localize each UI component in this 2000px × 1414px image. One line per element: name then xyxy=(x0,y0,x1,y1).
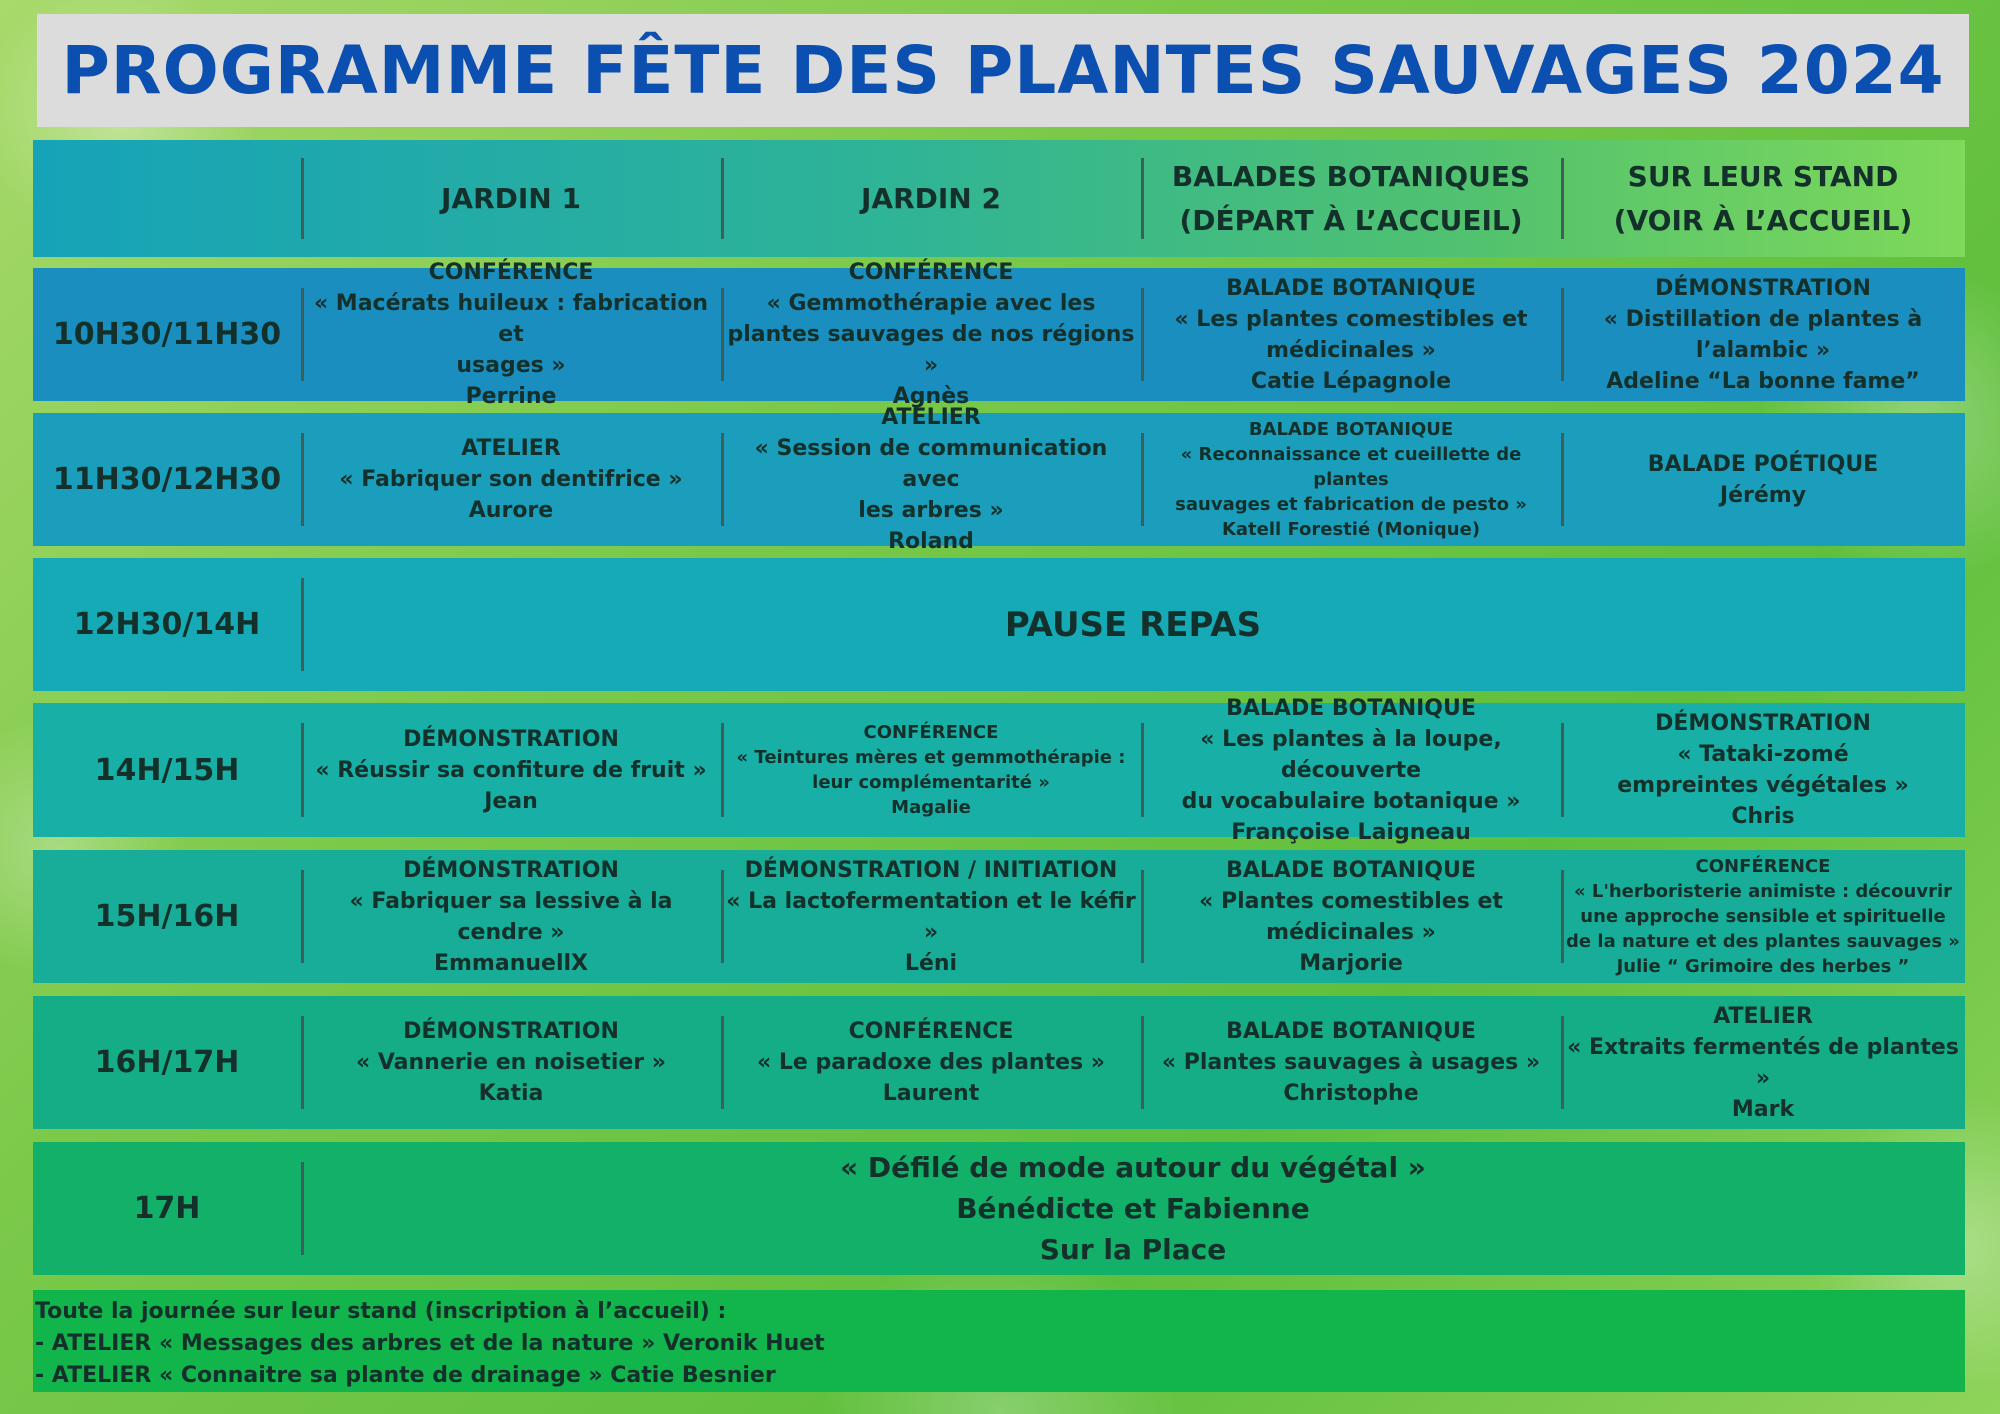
activity-host: Chris xyxy=(1731,804,1795,829)
lunch-break xyxy=(301,558,1965,691)
all-day-heading: Toute la journée sur leur stand (inscription à l’accueil) : xyxy=(35,1299,727,1324)
activity-stand xyxy=(1561,268,1965,401)
activity-host: Jean xyxy=(484,788,538,814)
activity-balade xyxy=(1141,695,1561,845)
activity-host: Magalie xyxy=(891,797,971,818)
activity-stand xyxy=(1561,850,1965,983)
schedule-row xyxy=(33,405,1965,554)
title-banner xyxy=(37,14,1969,127)
activity-host: Christophe xyxy=(1283,1081,1419,1106)
activity-title: « La lactofermentation et le kéfir » xyxy=(726,888,1136,945)
schedule-row xyxy=(33,260,1965,409)
time-slot: 15H/16H xyxy=(94,899,240,934)
time-slot: 11H30/12H30 xyxy=(52,462,282,497)
activity-host: Perrine xyxy=(465,384,557,409)
activity-balade xyxy=(1141,996,1561,1129)
all-day-note xyxy=(33,1290,1965,1392)
activity-title: « Distillation de plantes à xyxy=(1603,306,1923,332)
activity-title: « Vannerie en noisetier » xyxy=(355,1050,667,1075)
activity-type: DÉMONSTRATION xyxy=(403,857,619,883)
activity-title: « Extraits fermentés de plantes » xyxy=(1567,1034,1959,1091)
activity-host: Roland xyxy=(888,529,974,554)
activity-title: médicinales » xyxy=(1266,337,1436,363)
activity-title: du vocabulaire botanique » xyxy=(1181,788,1521,814)
activity-balade xyxy=(1141,413,1561,546)
activity-title: leur complémentarité » xyxy=(812,772,1050,793)
activity-type: BALADE POÉTIQUE xyxy=(1647,451,1879,477)
time-slot: 16H/17H xyxy=(94,1045,240,1080)
activity-type: DÉMONSTRATION xyxy=(403,726,619,752)
lunch-break-label: PAUSE REPAS xyxy=(1004,604,1262,645)
schedule-row xyxy=(33,695,1965,845)
activity-type: CONFÉRENCE xyxy=(428,260,594,285)
activity-title: « Fabriquer sa lessive à la cendre » xyxy=(349,888,673,945)
activity-balade xyxy=(1141,850,1561,983)
header-row xyxy=(33,140,1965,257)
schedule-row-pause xyxy=(33,558,1965,691)
header-balades xyxy=(1141,140,1561,257)
activity-jardin-2 xyxy=(721,850,1141,983)
header-time-cell xyxy=(33,140,301,257)
activity-host: Agnès xyxy=(892,384,970,409)
activity-type: DÉMONSTRATION / INITIATION xyxy=(744,857,1118,883)
header-stand-line: (VOIR À L’ACCUEIL) xyxy=(1613,203,1913,237)
activity-title: « Reconnaissance et cueillette de plantes xyxy=(1180,444,1522,490)
header-balades-line: BALADES BOTANIQUES xyxy=(1171,159,1531,193)
activity-title: « Les plantes à la loupe, découverte xyxy=(1200,726,1502,783)
header-jardin-1: JARDIN 1 xyxy=(301,140,721,257)
activity-host: Françoise Laigneau xyxy=(1231,819,1471,845)
all-day-item: - ATELIER « Connaitre sa plante de drainage » Catie Besnier xyxy=(35,1363,776,1388)
activity-type: BALADE BOTANIQUE xyxy=(1226,1019,1476,1044)
header-jardin-2: JARDIN 2 xyxy=(721,140,1141,257)
activity-host: Katell Forestié (Monique) xyxy=(1221,519,1481,540)
activity-type: DÉMONSTRATION xyxy=(1655,711,1871,736)
activity-title: « Les plantes comestibles et xyxy=(1174,306,1528,332)
activity-type: BALADE BOTANIQUE xyxy=(1226,857,1476,883)
activity-type: ATELIER xyxy=(1713,1003,1813,1029)
activity-stand xyxy=(1561,996,1965,1129)
activity-host: Jérémy xyxy=(1719,482,1807,508)
activity-type: CONFÉRENCE xyxy=(1695,856,1831,877)
all-day-item: - ATELIER « Messages des arbres et de la nature » Veronik Huet xyxy=(35,1331,825,1356)
activity-title: de la nature et des plantes sauvages » xyxy=(1566,931,1960,952)
activity-host: Katia xyxy=(478,1081,544,1106)
activity-title: « Le paradoxe des plantes » xyxy=(756,1050,1105,1075)
activity-jardin-1 xyxy=(301,850,721,983)
activity-jardin-1 xyxy=(301,413,721,546)
activity-title: une approche sensible et spirituelle xyxy=(1580,906,1946,927)
activity-host: Laurent xyxy=(882,1081,980,1106)
activity-title: « Macérats huileux : fabrication et xyxy=(313,291,709,347)
activity-type: CONFÉRENCE xyxy=(848,1019,1014,1044)
activity-title: sauvages et fabrication de pesto » xyxy=(1175,494,1527,515)
time-slot: 14H/15H xyxy=(94,752,240,788)
activity-type: DÉMONSTRATION xyxy=(1655,275,1871,301)
header-balades-line: (DÉPART À L’ACCUEIL) xyxy=(1179,203,1523,237)
activity-jardin-2 xyxy=(721,405,1141,554)
activity-host: Julie “ Grimoire des herbes ” xyxy=(1616,956,1910,977)
finale-location: Sur la Place xyxy=(1039,1233,1227,1266)
activity-title: empreintes végétales » xyxy=(1617,773,1909,798)
time-slot: 12H30/14H xyxy=(73,607,261,642)
activity-host: Aurore xyxy=(468,498,554,523)
activity-type: CONFÉRENCE xyxy=(848,260,1014,285)
activity-host: Adeline “La bonne fame” xyxy=(1606,368,1920,394)
activity-title: plantes sauvages de nos régions » xyxy=(727,322,1135,378)
activity-title: l’alambic » xyxy=(1695,337,1831,363)
activity-host: Catie Lépagnole xyxy=(1250,368,1452,394)
activity-type: ATELIER xyxy=(461,436,561,461)
activity-host: Léni xyxy=(904,950,958,976)
activity-jardin-2 xyxy=(721,703,1141,837)
activity-title: « Session de communication avec xyxy=(754,436,1108,492)
activity-type: DÉMONSTRATION xyxy=(403,1019,619,1044)
activity-title: « Fabriquer son dentifrice » xyxy=(339,467,683,492)
activity-title: « Gemmothérapie avec les xyxy=(766,291,1096,316)
activity-jardin-1 xyxy=(301,260,721,409)
activity-title: « Plantes sauvages à usages » xyxy=(1161,1050,1541,1075)
schedule-row xyxy=(33,996,1965,1129)
activity-type: BALADE BOTANIQUE xyxy=(1248,419,1454,440)
activity-balade xyxy=(1141,268,1561,401)
activity-title: « Tataki-zomé xyxy=(1677,742,1849,767)
activity-title: « Réussir sa confiture de fruit » xyxy=(315,757,707,783)
schedule-row xyxy=(33,850,1965,983)
activity-jardin-2 xyxy=(721,260,1141,409)
activity-stand xyxy=(1561,703,1965,837)
schedule-row-finale xyxy=(33,1142,1965,1275)
activity-host: EmmanuellX xyxy=(433,950,588,976)
header-stand xyxy=(1561,140,1965,257)
finale-hosts: Bénédicte et Fabienne xyxy=(956,1192,1310,1225)
time-slot: 10H30/11H30 xyxy=(52,317,282,352)
activity-type: CONFÉRENCE xyxy=(863,722,999,743)
activity-title: « Teintures mères et gemmothérapie : xyxy=(736,747,1126,768)
activity-title: « Plantes comestibles et xyxy=(1199,888,1503,914)
activity-title: « L'herboristerie animiste : découvrir xyxy=(1573,881,1953,902)
page-title: PROGRAMME FÊTE DES PLANTES SAUVAGES 2024 xyxy=(61,32,1945,109)
finale-title: « Défilé de mode autour du végétal » xyxy=(840,1151,1426,1184)
activity-title: médicinales » xyxy=(1266,919,1436,945)
activity-title: les arbres » xyxy=(858,498,1004,523)
header-stand-line: SUR LEUR STAND xyxy=(1627,159,1899,193)
activity-host: Marjorie xyxy=(1299,950,1403,976)
activity-title: usages » xyxy=(456,353,566,378)
finale-event xyxy=(301,1142,1965,1275)
activity-host: Mark xyxy=(1731,1096,1795,1122)
activity-jardin-1 xyxy=(301,996,721,1129)
activity-type: BALADE BOTANIQUE xyxy=(1226,695,1476,721)
time-slot: 17H xyxy=(133,1191,201,1226)
activity-type: BALADE BOTANIQUE xyxy=(1226,275,1476,301)
activity-jardin-1 xyxy=(301,703,721,837)
activity-stand xyxy=(1561,413,1965,546)
activity-jardin-2 xyxy=(721,996,1141,1129)
activity-type: ATELIER xyxy=(881,405,981,430)
